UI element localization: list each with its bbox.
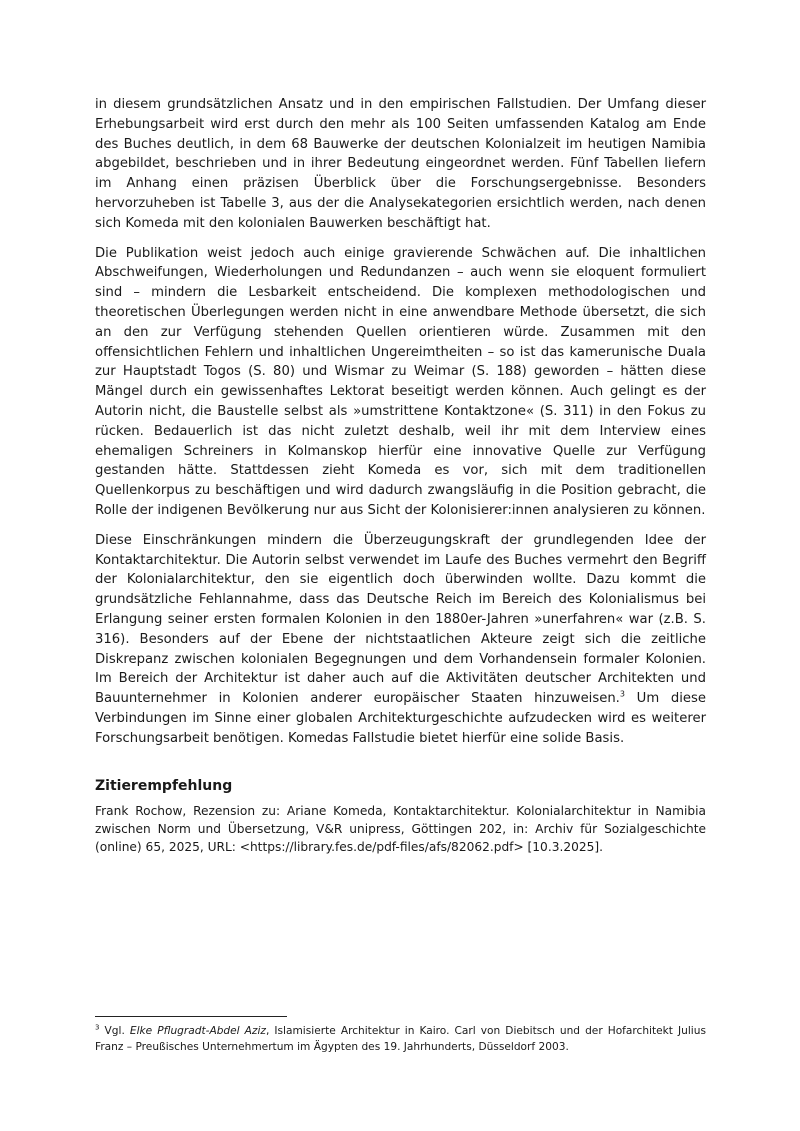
footnote: [95, 1024, 706, 1055]
paragraph-3-text: Diese Einschränkungen mindern die Überzeugungskraft der grundlegenden Idee der Kontaktarchitektur. Die Autorin selbst verwendet im Laufe des Buches vermehrt den Begriff der Kolonialarchitektur, den sie eigentlich doch überwinden wollte. Dazu kommt die grundsätzliche Fehlannahme, dass das Deutsche Reich im Bereich des Kolonialismus bei Erlangung seiner ersten formalen Kolonien in den 1880er-Jahren »unerfahren« war (z.B. S. 316). Besonders auf der Ebene der nichtstaatlichen Akteure zeigt sich die zeitliche Diskrepanz zwischen kolonialen Begegnungen und dem Vorhandensein formaler Kolonien. Im Bereich der Architektur ist daher auch auf die Aktivitäten deutscher Architekten und Bauunternehmer in Kolonien anderer europäischer Staaten hinzuweisen.: [95, 532, 706, 707]
paragraph-1: in diesem grundsätzlichen Ansatz und in den empirischen Fallstudien. Der Umfang dieser Erhebungsarbeit wird erst durch den mehr als 100 Seiten umfassenden Katalog am Ende des Buches deutlich, in dem 68 Bauwerke der deutschen Kolonialzeit im heutigen Namibia abgebildet, beschrieben und in ihrer Bedeutung eingeordnet werden. Fünf Tabellen liefern im Anhang einen präzisen Überblick über die Forschungsergebnisse. Besonders hervorzuheben ist Tabelle 3, aus der die Analysekategorien ersichtlich werden, nach denen sich Komeda mit den kolonialen Bauwerken beschäftigt hat.: [95, 97, 706, 231]
footnote-reference[interactable]: 3: [619, 689, 625, 699]
footnote-prefix: Vgl.: [99, 1025, 130, 1037]
paragraph-3-text-after: Um diese Verbindungen im Sinne einer globalen Architekturgeschichte aufzudecken wird es weiterer Forschungsarbeit benötigen. Komedas Fallstudie bietet hierfür eine solide Basis.: [95, 691, 707, 746]
footnote-text: , Islamisierte Architektur in Kairo. Carl von Diebitsch und der Hofarchitekt Julius Franz – Preußisches Unternehmertum im Ägypten des 19. Jahrhunderts, Düsseldorf 2003.: [95, 1025, 706, 1053]
body-text: [95, 95, 706, 856]
footnote-number: 3: [95, 1023, 100, 1032]
paragraph-2: Die Publikation weist jedoch auch einige gravierende Schwächen auf. Die inhaltlichen Abschweifungen, Wiederholungen und Redundanzen – auch wenn sie eloquent formuliert sind – mindern die Lesbarkeit entscheidend. Die komplexen methodologischen und theoretischen Überlegungen werden nicht in eine anwendbare Methode übersetzt, die sich an den zur Verfügung stehenden Quellen orientieren würde. Zusammen mit den offensichtlichen Fehlern und inhaltlichen Ungereimtheiten – so ist das kamerunische Duala zur Hauptstadt Togos (S. 80) und Wismar zu Weimar (S. 188) geworden – hätten diese Mängel durch ein gewissenhaftes Lektorat beseitigt werden können. Auch gelingt es der Autorin nicht, die Baustelle selbst als »umstrittene Kontaktzone« (S. 311) in den Fokus zu rücken. Bedauerlich ist das nicht zuletzt deshalb, weil ihr mit dem Interview eines ehemaligen Schreiners in Kolmanskop hierfür eine innovative Quelle zur Verfügung gestanden hätte. Stattdessen zieht Komeda es vor, sich mit dem traditionellen Quellenkorpus zu beschäftigen und wird dadurch zwangsläufig in die Position gebracht, die Rolle der indigenen Bevölkerung nur aus Sicht der Kolonisierer:innen analysieren zu können.: [95, 245, 706, 518]
citation-heading: Zitierempfehlung: [95, 777, 233, 794]
paragraph-3: [95, 531, 706, 749]
footnote-divider: [95, 1016, 287, 1017]
footnote-author: Elke Pflugradt-Abdel Aziz: [129, 1025, 266, 1037]
citation-text: Frank Rochow, Rezension zu: Ariane Komeda, Kontaktarchitektur. Kolonialarchitektur in Namibia zwischen Norm und Übersetzung, V&R unipress, Göttingen 202, in: Archiv für Sozialgeschichte (online) 65, 2025, URL: <https://library.fes.de/pdf-files/afs/82062.pdf> [10.3.2025].: [95, 803, 706, 854]
